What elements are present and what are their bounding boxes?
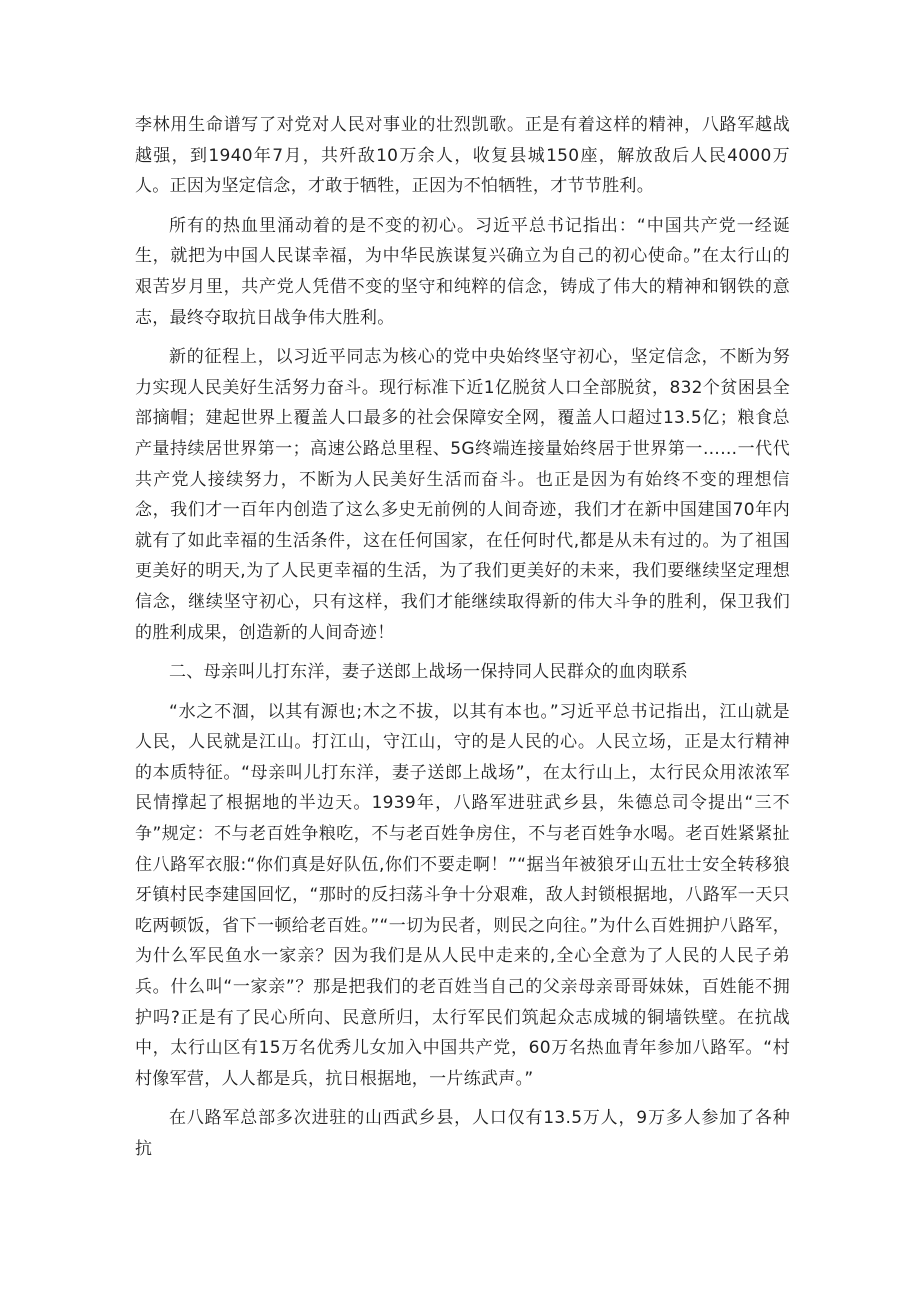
paragraph-new-journey: 新的征程上，以习近平同志为核心的党中央始终坚守初心，坚定信念，不断为努力实现人民美好生活努力奋斗。现行标准下近1亿脱贫人口全部脱贫，832个贫困县全部摘帽；建起世界上覆盖人口最多的社会保障安全网，覆盖人口超过13.5亿；粮食总产量持续居世界第一；高速公路总里程、5G终端连接量始终居于世界第一……一代代共产党人接续努力，不断为人民美好生活而奋斗。也正是因为有始终不变的理想信念，我们才一百年内创造了这么多史无前例的人间奇迹，我们才在新中国建国70年内就有了如此幸福的生活条件，这在任何国家，在任何时代,都是从未有过的。为了祖国更美好的明天,为了人民更幸福的生活，为了我们更美好的未来，我们要继续坚定理想信念，继续坚守初心，只有这样，我们才能继续取得新的伟大斗争的胜利，保卫我们的胜利成果，创造新的人间奇迹！	[135, 347, 790, 643]
paragraph-original-aspiration: 所有的热血里涌动着的是不变的初心。习近平总书记指出：“中国共产党一经诞生，就把为中国人民谋幸福，为中华民族谋复兴确立为自己的初心使命。”在太行山的艰苦岁月里，共产党人凭借不变的坚守和纯粹的信念，铸成了伟大的精神和钢铁的意志，最终夺取抗日战争伟大胜利。	[135, 215, 790, 328]
paragraph-continuation: 李林用生命谱写了对党对人民对事业的壮烈凯歌。正是有着这样的精神，八路军越战越强，到1940年7月，共歼敌10万余人，收复县城150座，解放敌后人民4000万人。正因为坚定信念，才敢于牺牲，正因为不怕牺牲，才节节胜利。	[135, 115, 790, 197]
paragraph-people-stance: “水之不涸，以其有源也;木之不拔，以其有本也。”习近平总书记指出，江山就是人民，人民就是江山。打江山，守江山，守的是人民的心。人民立场，正是太行精神的本质特征。“母亲叫儿打东洋，妻子送郎上战场”，在太行山上，太行民众用浓浓军民情撑起了根据地的半边天。1939年，八路军进驻武乡县，朱德总司令提出“三不争”规定：不与老百姓争粮吃，不与老百姓争房住，不与老百姓争水喝。老百姓紧紧扯住八路军衣服:“你们真是好队伍,你们不要走啊！”“据当年被狼牙山五壮士安全转移狼牙镇村民李建国回忆，“那时的反扫荡斗争十分艰难，敌人封锁根据地，八路军一天只吃两顿饭，省下一顿给老百姓。”“一切为民者，则民之向往。”为什么百姓拥护八路军，为什么军民鱼水一家亲？因为我们是从人民中走来的,全心全意为了人民的人民子弟兵。什么叫“一家亲”？那是把我们的老百姓当自己的父亲母亲哥哥妹妹，百姓能不拥护吗?正是有了民心所向、民意所归，太行军民们筑起众志成城的铜墙铁壁。在抗战中，太行山区有15万名优秀儿女加入中国共产党，60万名热血青年参加八路军。“村村像军营，人人都是兵，抗日根据地，一片练武声。”	[135, 701, 790, 1089]
paragraph-wuxiang-county: 在八路军总部多次进驻的山西武乡县，人口仅有13.5万人，9万多人参加了各种抗	[135, 1108, 790, 1159]
document-body	[135, 110, 790, 1174]
section-heading-two: 二、母亲叫儿打东洋，妻子送郎上战场一保持同人民群众的血肉联系	[169, 662, 688, 683]
